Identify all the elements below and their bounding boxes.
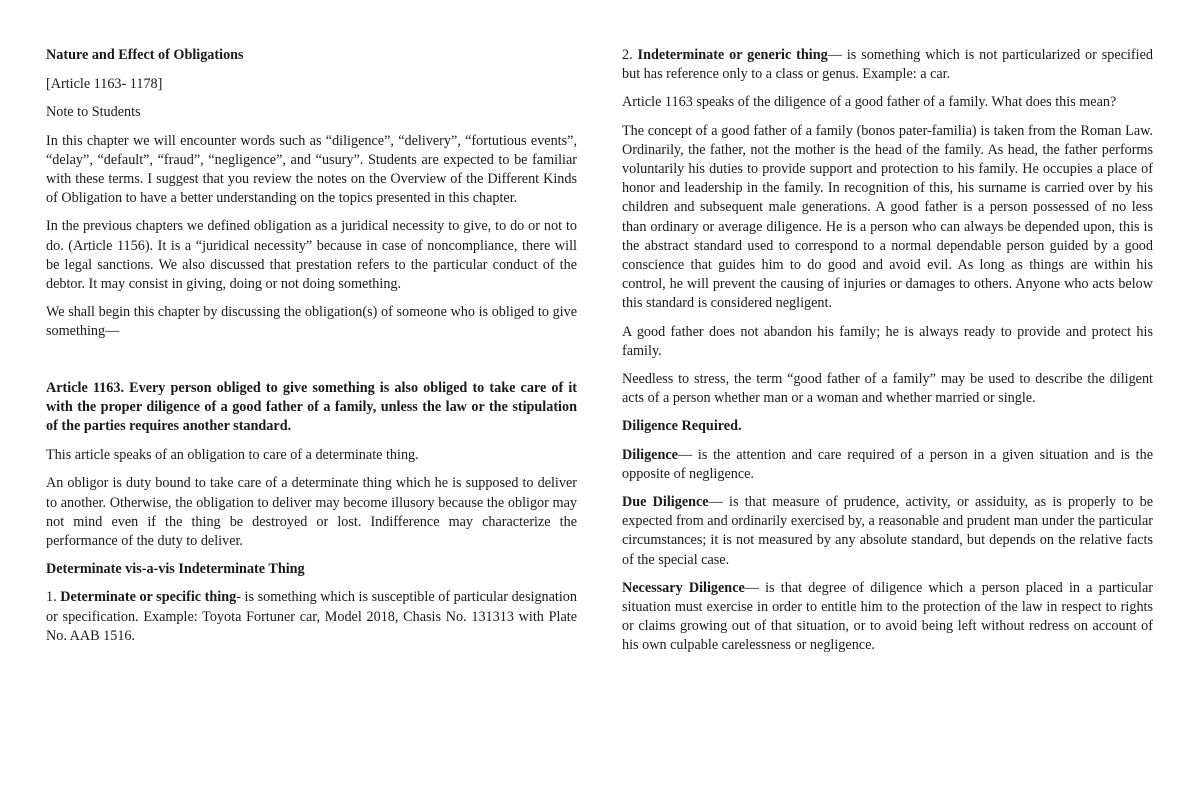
- item-number: 2.: [622, 47, 638, 63]
- obligor-paragraph: An obligor is duty bound to take care of a determinate thing which he is supposed to deliver to another. Otherwise, the obligation to deliver may become illusory because the obligor may not mind even if the thing be destroyed or lost. Indifference may characterize the performance of the duty to deliver.: [46, 475, 577, 550]
- begin-chapter-paragraph: We shall begin this chapter by discussing the obligation(s) of someone who is obliged to give something—: [46, 304, 577, 340]
- diligence-question-paragraph: Article 1163 speaks of the diligence of a good father of a family. What does this mean?: [622, 94, 1117, 111]
- determinate-item: [46, 588, 577, 646]
- left-column: [46, 46, 577, 655]
- spacer: [46, 351, 577, 379]
- diligence-required-heading: Diligence Required.: [622, 418, 742, 435]
- item-term: Indeterminate or generic thing: [637, 47, 828, 63]
- note-heading: Note to Students: [46, 104, 141, 121]
- previous-chapters-paragraph: In the previous chapters we defined obligation as a juridical necessity to give, to do or not to do. (Article 1156). It is a “juridical necessity” because in case of noncompliance, there will be legal sanctions. We also discussed that prestation refers to the particular conduct of the debtor. It may consist in giving, doing or not doing something.: [46, 218, 577, 293]
- indeterminate-item: [622, 46, 1153, 84]
- good-father-concept-paragraph: The concept of a good father of a family (bonos pater-familia) is taken from the Roman Law. Ordinarily, the father, not the mother is the head of the family. As head, the father performs voluntarily his duties to provide support and protection to his family. He occupies a place of honor and leadership in the family. In recognition of this, his surname is carried over by his children and subsequent male generations. A good father is a person possessed of no less than ordinary or average diligence. He is a person who can always be depended upon, this is the abstract standard used to correspond to a normal dependable person guided by a good conscience that guides him to do good and avoid evil. As long as things are within his control, he will prevent the causing of injuries or damages to others. Anyone who acts below this standard is considered negligent.: [622, 122, 1153, 312]
- item-text: — is something which is not particularized or specified but has reference only to a class or genus. Example: a car.: [622, 47, 1153, 83]
- right-column: [622, 46, 1153, 665]
- good-father-abandon-paragraph: A good father does not abandon his family; he is always ready to provide and protect his family.: [622, 323, 1153, 359]
- intro-paragraph: In this chapter we will encounter words such as “diligence”, “delivery”, “fortutious events”, “delay”, “default”, “fraud”, “negligence”, and “usury”. Students are expected to be familiar with these terms. I suggest that you review the notes on the Overview of the Different Kinds of Obligation to have a better understanding on the topics presented in this chapter.: [46, 132, 577, 207]
- item-number: 1.: [46, 589, 61, 606]
- diligence-definition: [622, 446, 1153, 484]
- determinate-heading: Determinate vis-a-vis Indeterminate Thing: [46, 561, 305, 578]
- item-term: Determinate or specific thing: [60, 589, 237, 606]
- due-diligence-definition: [622, 493, 1153, 570]
- definition-text: — is that measure of prudence, activity, or assiduity, as is properly to be expected from and ordinarily exercised by, a reasonable and prudent man under the particular circumstances; it is not measured by any absolute standard, but depends on the relative facts of the special case.: [622, 494, 1153, 568]
- needless-to-stress-paragraph: Needless to stress, the term “good father of a family” may be used to describe the diligent acts of a person whether man or a woman and whether married or single.: [622, 371, 1153, 407]
- definition-term: Due Diligence: [622, 494, 709, 511]
- article-range: [Article 1163- 1178]: [46, 76, 163, 93]
- item-text: - is something which is susceptible of particular designation or specification. Example: Toyota Fortuner car, Model 2018, Chasis No. 131313 with Plate No. AAB 1516.: [46, 589, 577, 644]
- necessary-diligence-definition: [622, 579, 1153, 656]
- definition-term: Diligence: [622, 446, 678, 463]
- page-title: Nature and Effect of Obligations: [46, 47, 244, 63]
- definition-text: — is the attention and care required of a person in a given situation and is the opposite of negligence.: [622, 446, 1153, 482]
- definition-term: Necessary Diligence: [622, 579, 745, 596]
- definition-text: — is that degree of diligence which a person placed in a particular situation must exercise in order to entitle him to the protection of the law in respect to rights or claims growing out of that situation, or to avoid being left without redress on account of his own culpable carelessness or negligence.: [622, 579, 1153, 654]
- article-1163-text: Article 1163. Every person obliged to give something is also obliged to take care of it with the proper diligence of a good father of a family, unless the law or the stipulation of the parties requires another standard.: [46, 379, 577, 435]
- article-speaks-paragraph: This article speaks of an obligation to care of a determinate thing.: [46, 447, 419, 464]
